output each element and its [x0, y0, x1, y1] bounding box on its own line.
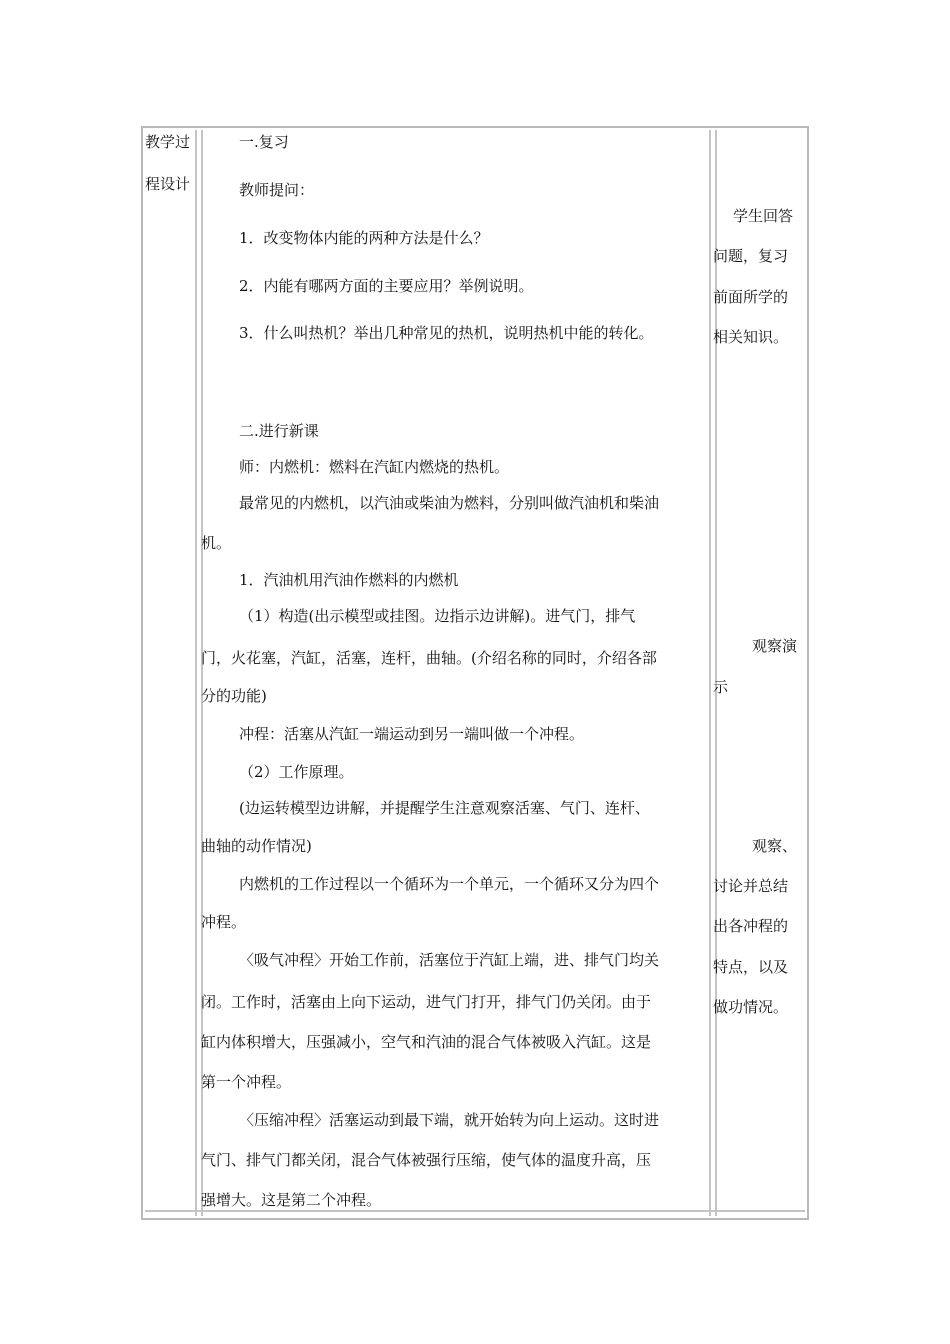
common-engine-line-1: 最常见的内燃机，以汽油或柴油为燃料，分别叫做汽油机和柴油 — [239, 494, 660, 512]
intake-line-3: 缸内体积增大，压强减小，空气和汽油的混合气体被吸入汽缸。这是 — [201, 1033, 652, 1051]
column-divider-left — [195, 130, 197, 1216]
intake-line-4: 第一个冲程。 — [201, 1073, 292, 1091]
table-bottom-rule — [145, 1210, 805, 1212]
note-review-line-4: 相关知识。 — [713, 328, 789, 346]
principle-heading: （2）工作原理。 — [239, 763, 354, 781]
question-1: 1．改变物体内能的两种方法是什么？ — [239, 229, 489, 247]
note-observe-line-1: 观察演 — [752, 637, 798, 655]
cycle-line-2: 冲程。 — [201, 913, 247, 931]
intake-line-1: 〈吸气冲程〉开始工作前，活塞位于汽缸上端，进、排气门均关 — [239, 951, 660, 969]
note-discuss-line-3: 出各冲程的 — [713, 917, 789, 935]
compression-line-3: 强增大。这是第二个冲程。 — [201, 1191, 382, 1209]
cycle-line-1: 内燃机的工作过程以一个循环为一个单元，一个循环又分为四个 — [239, 875, 660, 893]
intake-line-2: 闭。工作时，活塞由上向下运动，进气门打开，排气门仍关闭。由于 — [201, 993, 652, 1011]
note-observe-line-2: 示 — [713, 678, 729, 696]
stroke-definition: 冲程：活塞从汽缸一端运动到另一端叫做一个冲程。 — [239, 725, 585, 743]
note-discuss-line-2: 讨论并总结 — [713, 877, 789, 895]
question-3: 3．什么叫热机？举出几种常见的热机，说明热机中能的转化。 — [239, 324, 654, 342]
column-divider-right — [709, 130, 711, 1216]
demo-line-2: 曲轴的动作情况) — [201, 837, 312, 855]
review-heading: 一.复习 — [239, 133, 289, 151]
teacher-question-label: 教师提问： — [239, 181, 315, 199]
note-review-line-1: 学生回答 — [733, 207, 794, 225]
column-divider-left-inner — [201, 130, 203, 1216]
structure-line-3: 分的功能) — [201, 687, 267, 705]
structure-line-2: 门，火花塞，汽缸，活塞，连杆，曲轴。(介绍名称的同时，介绍各部 — [201, 649, 657, 667]
note-review-line-3: 前面所学的 — [713, 288, 789, 306]
left-label-line-1: 教学过 — [145, 133, 191, 151]
left-label-line-2: 程设计 — [145, 175, 191, 193]
compression-line-2: 气门、排气门都关闭，混合气体被强行压缩，使气体的温度升高，压 — [201, 1151, 652, 1169]
note-discuss-line-1: 观察、 — [752, 837, 798, 855]
definition-paragraph: 师：内燃机：燃料在汽缸内燃烧的热机。 — [239, 458, 510, 476]
note-discuss-line-5: 做功情况。 — [713, 998, 789, 1016]
gasoline-engine-heading: 1．汽油机用汽油作燃料的内燃机 — [239, 571, 459, 589]
note-discuss-line-4: 特点，以及 — [713, 958, 789, 976]
compression-line-1: 〈压缩冲程〉活塞运动到最下端，就开始转为向上运动。这时进 — [239, 1111, 660, 1129]
new-lesson-heading: 二.进行新课 — [239, 422, 319, 440]
question-2: 2．内能有哪两方面的主要应用？举例说明。 — [239, 277, 534, 295]
demo-line-1: (边运转模型边讲解，并提醒学生注意观察活塞、气门、连杆、 — [239, 799, 650, 817]
common-engine-line-2: 机。 — [201, 534, 232, 552]
structure-line-1: （1）构造(出示模型或挂图。边指示边讲解)。进气门，排气 — [239, 607, 636, 625]
note-review-line-2: 问题，复习 — [713, 247, 789, 265]
